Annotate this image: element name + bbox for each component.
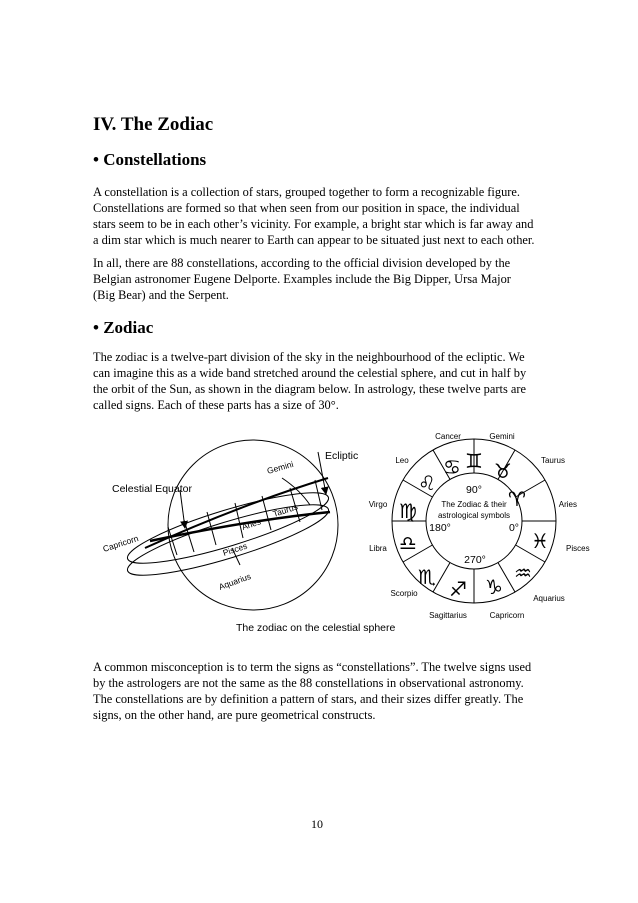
sign-label-scorpio: Scorpio [390, 589, 418, 598]
text-line: the orbit of the Sun, as shown in the diagram below. In astrology, these twelve parts are [93, 382, 526, 397]
sign-label-sagittarius: Sagittarius [429, 611, 467, 620]
taurus-label: Taurus [271, 501, 299, 519]
sign-label-cancer: Cancer [435, 432, 461, 441]
sign-label-aquarius: Aquarius [533, 594, 565, 603]
capricorn-label: Capricorn [101, 533, 140, 554]
text-line: (Big Bear) and the Serpent. [93, 288, 229, 303]
text-line: A constellation is a collection of stars, grouped together to form a recognizable figure. [93, 185, 520, 199]
scorpio-icon: ♏ [418, 567, 436, 589]
degree-0-label: 0° [508, 522, 520, 534]
paragraph-constellations-count [93, 255, 563, 303]
gemini-label: Gemini [265, 458, 295, 476]
virgo-icon: ♍ [399, 501, 417, 523]
sign-label-virgo: Virgo [368, 500, 388, 509]
leo-icon: ♌ [418, 473, 436, 495]
text-line: In all, there are 88 constellations, according to the official division developed by the [93, 256, 511, 270]
sign-label-aries: Aries [558, 500, 577, 509]
sign-label-libra: Libra [369, 544, 387, 553]
text-line: Constellations are formed so that when seen from our position in space, the individual [93, 201, 520, 216]
wheel-title-line-2: astrological symbols [437, 511, 511, 520]
wheel-title-line-1: The Zodiac & their [441, 500, 507, 509]
libra-icon: ♎ [399, 533, 417, 555]
figure-caption: The zodiac on the celestial sphere [236, 622, 396, 634]
aries-icon: ♈ [508, 489, 526, 511]
division-line [315, 480, 322, 510]
text-line: by the astrologers are not the same as the 88 constellations in observational astronomy. [93, 676, 524, 691]
text-line: The constellations are by definition a pattern of stars, and their sizes differ greatly. The [93, 692, 524, 707]
text-line: can imagine this as a wide band stretched around the celestial sphere, and cut in half by [93, 366, 527, 381]
sign-label-leo: Leo [395, 456, 409, 465]
sign-label-capricorn: Capricorn [489, 611, 525, 620]
paragraph-misconception [93, 659, 563, 723]
equator-pointer [180, 490, 185, 528]
aries-label: Aries [240, 516, 263, 532]
pisces-icon: ♓ [531, 531, 549, 553]
text-line: signs, on the other hand, are pure geometrical constructs. [93, 708, 376, 723]
degree-90-label: 90° [466, 484, 482, 496]
section-title-zodiac: • Zodiac [93, 318, 154, 337]
celestial-sphere-diagram [90, 420, 360, 620]
sagittarius-icon: ♐ [449, 579, 467, 601]
gemini-icon: ♊ [465, 451, 483, 473]
degree-180-label: 180° [429, 522, 451, 534]
text-line: A common misconception is to term the signs as “constellations”. The twelve signs used [93, 660, 532, 674]
zodiac-wheel-diagram [355, 425, 590, 625]
pisces-label: Pisces [221, 540, 249, 558]
chapter-heading: IV. The Zodiac [93, 114, 214, 135]
cancer-icon: ♋ [443, 457, 461, 479]
sign-label-pisces: Pisces [566, 544, 590, 553]
sign-label-taurus: Taurus [540, 456, 566, 465]
ecliptic-label: Ecliptic [325, 450, 359, 462]
section-title-constellations: • Constellations [93, 150, 207, 169]
degree-270-label: 270° [464, 554, 486, 566]
page-number: 10 [311, 817, 323, 831]
text-line: a dim star which is much nearer to Earth can appear to be situated just next to each other. [93, 233, 535, 248]
aquarius-icon: ♒ [514, 563, 532, 585]
celestial-equator-label: Celestial Equator [112, 483, 192, 495]
aquarius-label: Aquarius [217, 571, 253, 592]
paragraph-zodiac-definition [93, 349, 563, 413]
sign-label-gemini: Gemini [489, 432, 515, 441]
text-line: The zodiac is a twelve-part division of the sky in the neighbourhood of the ecliptic. We [93, 350, 525, 364]
taurus-icon: ♉ [494, 461, 512, 483]
paragraph-constellations-definition [93, 184, 563, 248]
division-line [262, 496, 271, 530]
text-line: Belgian astronomer Eugene Delporte. Examples include the Big Dipper, Ursa Major [93, 272, 511, 287]
text-line: stars seem to be in each other’s vicinity. For example, a bright star which is far away and [93, 217, 534, 232]
text-line: called signs. Each of these parts has a size of 30°. [93, 398, 339, 413]
capricorn-icon: ♑ [485, 577, 503, 599]
